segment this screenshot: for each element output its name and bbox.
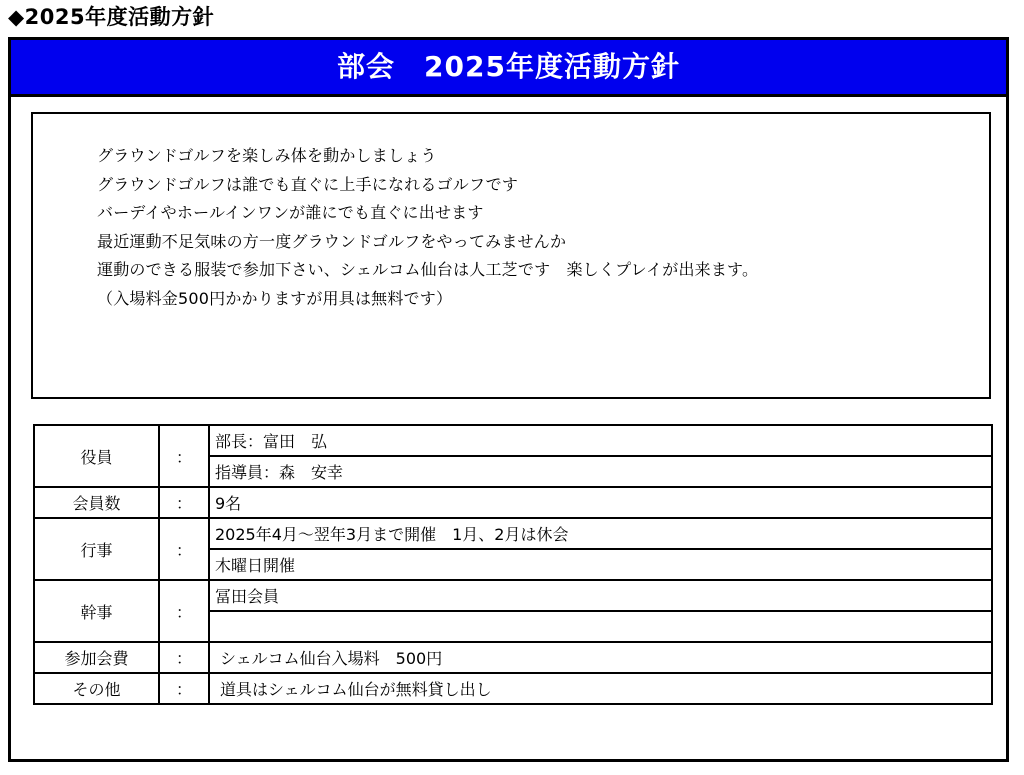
table-row-events (34, 518, 992, 549)
policy-line: グラウンドゴルフは誰でも直ぐに上手になれるゴルフです (97, 174, 519, 194)
row-label-secretary: 幹事 (34, 580, 159, 642)
row-label-members: 会員数 (34, 487, 159, 518)
policy-line: グラウンドゴルフを楽しみ体を動かしましょう (97, 146, 437, 165)
row-colon: ： (159, 580, 209, 642)
row-colon: ： (159, 518, 209, 580)
row-colon: ： (159, 642, 209, 673)
info-table (33, 424, 993, 705)
policy-line: バーデイやホールインワンが誰にでも直ぐに出せます (97, 203, 484, 222)
officer-chief: 部長：富田 弘 (209, 425, 992, 456)
policy-text-box (31, 112, 991, 399)
table-row-secretary (34, 580, 992, 611)
event-period: 2025年4月～翌年3月まで開催 1月、2月は休会 (209, 518, 992, 549)
member-count: 9名 (209, 487, 992, 518)
table-row-fee (34, 642, 992, 673)
policy-line: 運動のできる服装で参加下さい、シェルコム仙台は人工芝です 楽しくプレイが出来ます。 (97, 260, 759, 279)
row-colon: ： (159, 425, 209, 487)
row-label-fee: 参加会費 (34, 642, 159, 673)
policy-line: 最近運動不足気味の方一度グラウンドゴルフをやってみませんか (97, 231, 567, 251)
page-heading: ◆2025年度活動方針 (8, 5, 215, 29)
row-colon: ： (159, 673, 209, 704)
row-label-other: その他 (34, 673, 159, 704)
event-day: 木曜日開催 (209, 549, 992, 580)
table-row-other (34, 673, 992, 704)
table-row-members (34, 487, 992, 518)
other-value: 道具はシェルコム仙台が無料貸し出し (209, 673, 992, 704)
secretary-name: 冨田会員 (209, 580, 992, 611)
officer-instructor: 指導員：森 安幸 (209, 456, 992, 487)
secretary-empty (209, 611, 992, 642)
row-colon: ： (159, 487, 209, 518)
row-label-events: 行事 (34, 518, 159, 580)
fee-value: シェルコム仙台入場料 500円 (209, 642, 992, 673)
row-label-officers: 役員 (34, 425, 159, 487)
policy-line: （入場料金500円かかりますが用具は無料です） (97, 288, 453, 308)
table-row-officers (34, 425, 992, 456)
banner-title: 部会 2025年度活動方針 (11, 40, 1006, 97)
